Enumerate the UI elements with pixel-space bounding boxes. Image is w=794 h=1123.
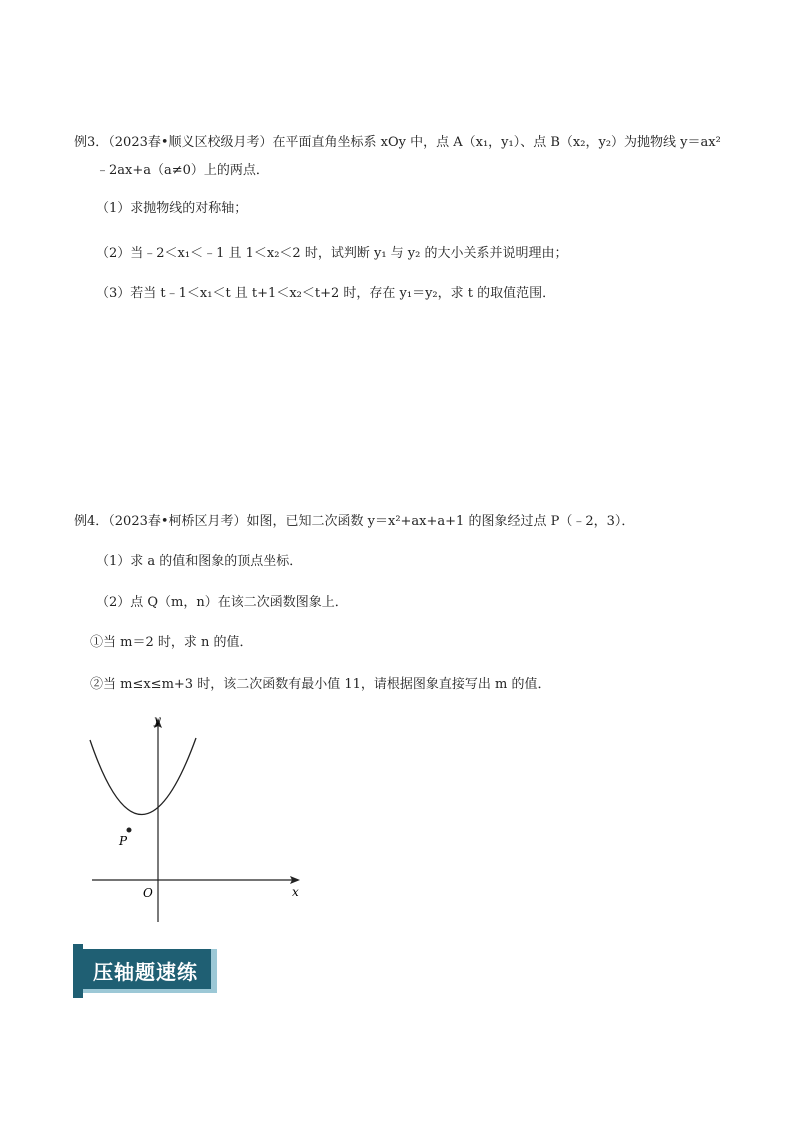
example3-line1: 例3．（2023春•顺义区校级月考）在平面直角坐标系 xOy 中，点 A（x₁，y₁）、点 B（x₂，y₂）为抛物线 y＝ax² bbox=[74, 135, 721, 150]
point-p-marker bbox=[127, 828, 132, 833]
example4-question2a: ①当 m＝2 时，求 n 的值． bbox=[90, 635, 253, 650]
example3-line2: ﹣2ax+a（a≠0）上的两点． bbox=[96, 163, 269, 178]
example4-question1: （1）求 a 的值和图象的顶点坐标． bbox=[96, 554, 303, 569]
example3-question1: （1）求抛物线的对称轴； bbox=[96, 201, 248, 216]
x-axis-label: x bbox=[292, 885, 299, 899]
y-axis-label: y bbox=[154, 713, 161, 727]
parabola-figure bbox=[86, 710, 306, 925]
example4-question2b: ②当 m≤x≤m+3 时，该二次函数有最小值 11，请根据图象直接写出 m 的值． bbox=[90, 677, 551, 692]
point-p-label: P bbox=[119, 834, 128, 848]
example3-question2: （2）当﹣2＜x₁＜﹣1 且 1＜x₂＜2 时，试判断 y₁ 与 y₂ 的大小关系并说明理由； bbox=[96, 246, 568, 261]
example4-question2: （2）点 Q（m，n）在该二次函数图象上． bbox=[96, 595, 348, 610]
example3-question3: （3）若当 t﹣1＜x₁＜t 且 t+1＜x₂＜t+2 时，存在 y₁＝y₂，求 t 的取值范围． bbox=[96, 286, 556, 301]
example4-line1: 例4．（2023春•柯桥区月考）如图，已知二次函数 y＝x²+ax+a+1 的图象经过点 P（﹣2，3）． bbox=[74, 514, 635, 529]
section-badge bbox=[73, 944, 219, 998]
section-badge-label: 压轴题速练 bbox=[93, 960, 198, 984]
parabola-curve bbox=[90, 738, 196, 815]
origin-label: O bbox=[143, 886, 153, 900]
